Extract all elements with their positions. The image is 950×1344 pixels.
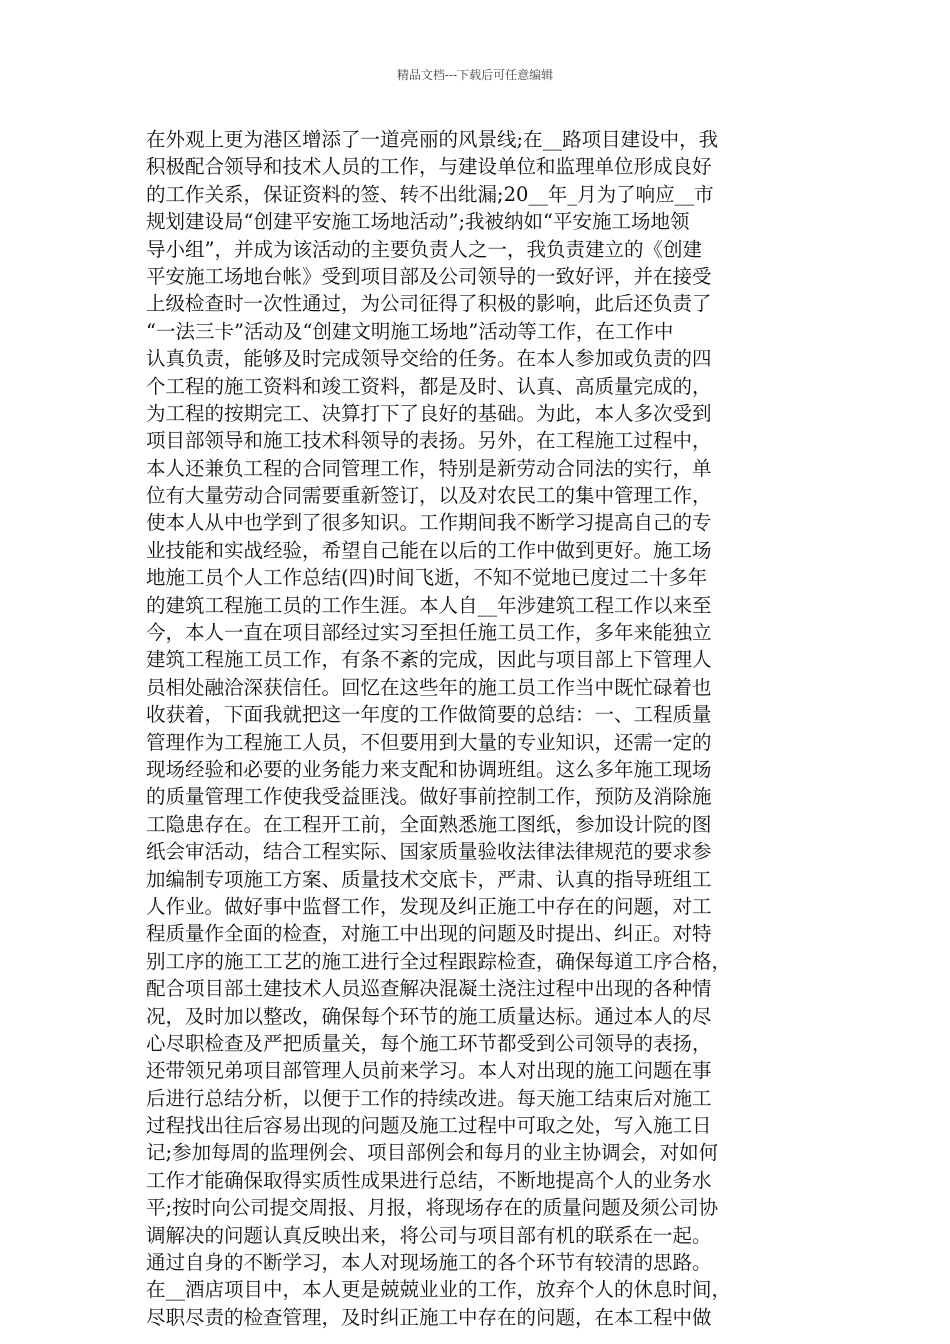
text-line: 在外观上更为港区增添了一道亮丽的风景线;在__路项目建设中，我 [146, 128, 719, 151]
text-line: “一法三卡”活动及“创建文明施工场地”活动等工作，在工作中 [146, 319, 674, 343]
text-line: 建筑工程施工员工作，有条不紊的完成，因此与项目部上下管理人 [146, 648, 712, 672]
text-line: 况，及时加以整改，确保每个环节的施工质量达标。通过本人的尽 [146, 1004, 712, 1028]
text-line: 工隐患存在。在工程开工前，全面熟悉施工图纸，参加设计院的图 [146, 812, 712, 836]
text-line: 规划建设局“创建平安施工场地活动”;我被纳如“平安施工场地领 [146, 210, 690, 234]
text-line: 积极配合领导和技术人员的工作，与建设单位和监理单位形成良好 [146, 155, 712, 179]
text-line: 记;参加每周的监理例会、项目部例会和每月的业主协调会，对如何 [146, 1141, 719, 1165]
text-line: 后进行总结分析，以便于工作的持续改进。每天施工结束后对施工 [146, 1086, 712, 1110]
text-line: 心尽职检查及严把质量关，每个施工环节都受到公司领导的表扬， [146, 1031, 712, 1055]
text-line: 位有大量劳动合同需要重新签订，以及对农民工的集中管理工作， [146, 484, 712, 508]
text-line: 别工序的施工工艺的施工进行全过程跟踪检查，确保每道工序合格， [146, 949, 732, 973]
text-line: 本人还兼负工程的合同管理工作，特别是新劳动合同法的实行，单 [146, 456, 712, 480]
text-line: 尽职尽责的检查管理，及时纠正施工中存在的问题，在本工程中做 [146, 1305, 712, 1329]
text-line: 为工程的按期完工、决算打下了良好的基础。为此，本人多次受到 [146, 401, 712, 425]
page-header: 精品文档---下载后可任意编辑 [396, 68, 554, 82]
text-line: 还带领兄弟项目部管理人员前来学习。本人对出现的施工问题在事 [146, 1059, 712, 1083]
text-line: 在__酒店项目中，本人更是兢兢业业的工作，放弃个人的休息时间， [146, 1278, 732, 1302]
text-line: 管理作为工程施工人员，不但要用到大量的专业知识，还需一定的 [146, 730, 712, 754]
text-line: 项目部领导和施工技术科领导的表扬。另外，在工程施工过程中， [146, 429, 712, 453]
text-line: 过程找出往后容易出现的问题及施工过程中可取之处，写入施工日 [146, 1114, 712, 1138]
body-text [146, 126, 826, 1331]
text-line: 导小组”，并成为该活动的主要负责人之一，我负责建立的《创建 [146, 237, 702, 261]
text-line: 今，本人一直在项目部经过实习至担任施工员工作，多年来能独立 [146, 621, 712, 645]
text-line: 工作才能确保取得实质性成果进行总结，不断地提高个人的业务水 [146, 1168, 712, 1192]
text-line: 平安施工场地台帐》受到项目部及公司领导的一致好评，并在接受 [146, 264, 712, 288]
text-line: 员相处融洽深获信任。回忆在这些年的施工员工作当中既忙碌着也 [146, 675, 712, 699]
text-line: 认真负责，能够及时完成领导交给的任务。在本人参加或负责的四 [146, 347, 712, 371]
text-line: 调解决的问题认真反映出来，将公司与项目部有机的联系在一起。 [146, 1223, 712, 1247]
text-line: 的质量管理工作使我受益匪浅。做好事前控制工作，预防及消除施 [146, 785, 712, 809]
text-line: 地施工员个人工作总结(四)时间飞逝，不知不觉地已度过二十多年 [146, 566, 708, 590]
text-line: 收获着，下面我就把这一年度的工作做简要的总结：一、工程质量 [146, 703, 712, 727]
text-line: 通过自身的不断学习，本人对现场施工的各个环节有较清的思路。 [146, 1251, 712, 1275]
text-line: 业技能和实战经验，希望自己能在以后的工作中做到更好。施工场 [146, 538, 712, 562]
text-line: 程质量作全面的检查，对施工中出现的问题及时提出、纠正。对特 [146, 922, 712, 946]
text-line: 使本人从中也学到了很多知识。工作期间我不断学习提高自己的专 [146, 511, 712, 535]
text-line: 平;按时向公司提交周报、月报，将现场存在的质量问题及须公司协 [146, 1196, 719, 1220]
text-line: 个工程的施工资料和竣工资料，都是及时、认真、高质量完成的， [146, 374, 712, 398]
text-line: 现场经验和必要的业务能力来支配和协调班组。这么多年施工现场 [146, 757, 712, 781]
text-line: 人作业。做好事中监督工作，发现及纠正施工中存在的问题，对工 [146, 894, 712, 918]
text-line: 配合项目部土建技术人员巡查解决混凝土浇注过程中出现的各种情 [146, 977, 712, 1001]
text-line: 加编制专项施工方案、质量技术交底卡，严肃、认真的指导班组工 [146, 867, 712, 891]
text-line: 的建筑工程施工员的工作生涯。本人自__年涉建筑工程工作以来至 [146, 593, 712, 617]
text-line: 上级检查时一次性通过，为公司征得了积极的影响，此后还负责了 [146, 292, 712, 316]
text-line: 纸会审活动，结合工程实际、国家质量验收法律法律规范的要求参 [146, 840, 712, 864]
text-line: 的工作关系，保证资料的签、转不出纰漏;20__年_月为了响应__市 [146, 182, 714, 206]
